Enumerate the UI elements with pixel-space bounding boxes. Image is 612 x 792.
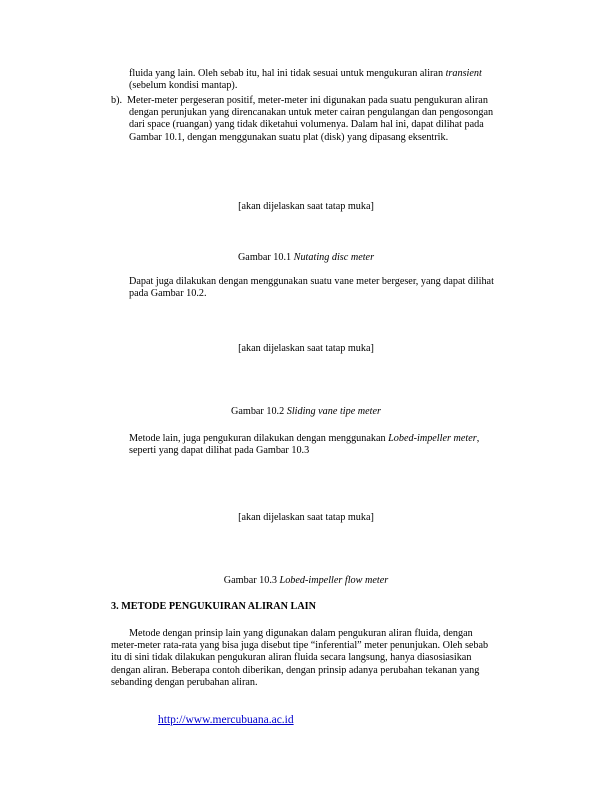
figure-caption-1: Gambar 10.1 Nutating disc meter bbox=[237, 252, 375, 263]
footer-website-link[interactable]: http://www.mercubuana.ac.id bbox=[158, 714, 294, 726]
list-item-label: b). bbox=[111, 95, 123, 106]
intro-text-end: (sebelum kondisi mantap). bbox=[129, 80, 238, 92]
list-item-b bbox=[111, 95, 499, 144]
intro-italic-term: transient bbox=[445, 68, 482, 79]
paragraph-lobed-impeller: Metode lain, juga pengukuran dilakukan dengan menggunakan Lobed-impeller meter, seperti yang dapat dilihat pada Gambar 10.3 bbox=[129, 433, 480, 457]
paragraph-vane-meter: Dapat juga dilakukan dengan menggunakan suatu vane meter bergeser, yang dapat dilihat pada Gambar 10.2. bbox=[129, 276, 494, 300]
intro-paragraph bbox=[129, 68, 499, 92]
section-heading: 3. METODE PENGUKUIRAN ALIRAN LAIN bbox=[111, 601, 316, 612]
list-item-text: Meter-meter pergeseran positif, meter-meter ini digunakan pada suatu pengukuran aliran dengan perunjukan yang direncanakan untuk meter cairan pengulangan dan pengosongan dari space (ruangan) yang tidak diketahui volumenya. Dalam hal ini, dapat dilihat pada Gambar 10.1, dengan menggunakan suatu plat (disk) yang dipasang eksentrik. bbox=[127, 95, 494, 143]
figure-placeholder-3: [akan dijelaskan saat tatap muka] bbox=[238, 512, 374, 523]
figure-placeholder-1: [akan dijelaskan saat tatap muka] bbox=[238, 201, 374, 212]
figure-placeholder-2: [akan dijelaskan saat tatap muka] bbox=[238, 343, 374, 354]
figure-caption-3: Gambar 10.3 Lobed-impeller flow meter bbox=[223, 575, 389, 586]
figure-caption-2: Gambar 10.2 Sliding vane tipe meter bbox=[231, 406, 381, 417]
intro-text: fluida yang lain. Oleh sebab itu, hal ini tidak sesuai untuk mengukuran aliran bbox=[129, 68, 446, 79]
paragraph-other-methods: Metode dengan prinsip lain yang digunakan dalam pengukuran aliran fluida, dengan meter-meter rata-rata yang bisa juga disebut tipe “inferential” meter penunjukan. Oleh sebab itu di sini tidak dilakukan pengukuran aliran fluida secara langsung, hanya diasosiasikan dengan aliran. Beberapa contoh diberikan, dengan prinsip adanya perubahan tekanan yang sebanding dengan perubahan aliran. bbox=[111, 628, 489, 688]
